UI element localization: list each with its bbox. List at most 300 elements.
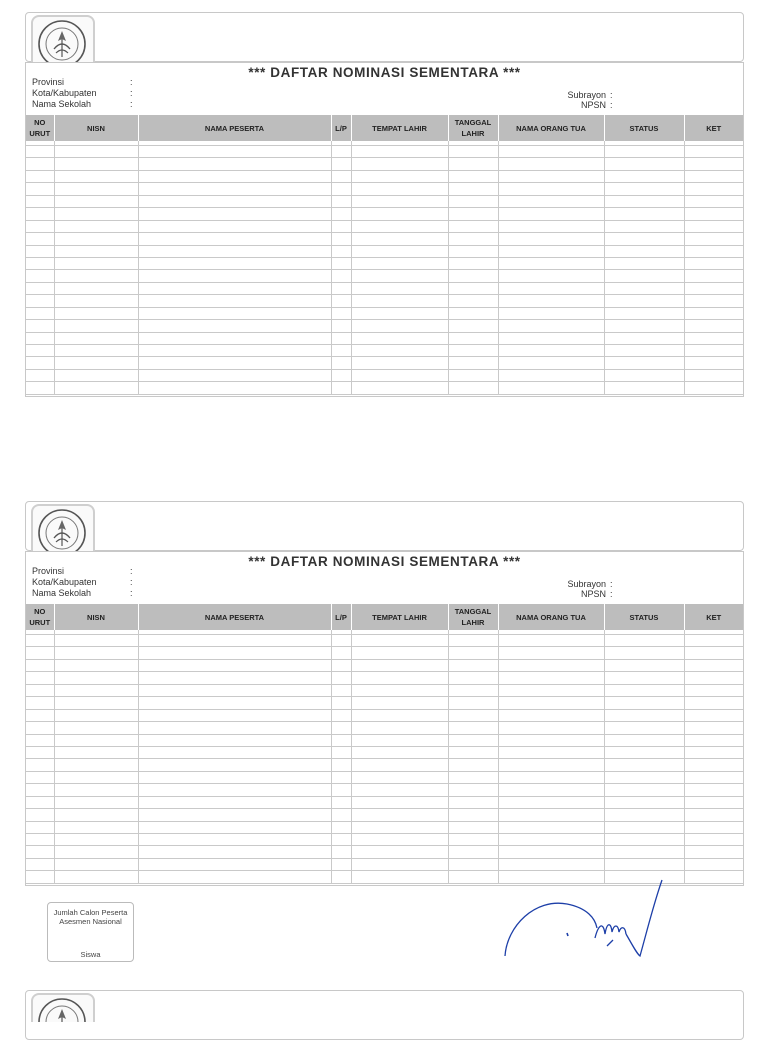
table-cell bbox=[351, 270, 448, 282]
table-cell bbox=[351, 759, 448, 771]
table-cell bbox=[351, 858, 448, 870]
table-cell bbox=[331, 170, 351, 182]
table-cell bbox=[26, 784, 54, 796]
table-cell bbox=[331, 796, 351, 808]
table-cell bbox=[331, 759, 351, 771]
table-cell bbox=[138, 307, 331, 319]
table-cell bbox=[331, 709, 351, 721]
table-cell bbox=[351, 647, 448, 659]
table-cell bbox=[138, 270, 331, 282]
table-cell bbox=[448, 659, 498, 671]
table-cell bbox=[498, 282, 604, 294]
table-row bbox=[26, 369, 743, 381]
table-cell bbox=[684, 697, 743, 709]
table-cell bbox=[604, 332, 684, 344]
field-label-nama-sekolah: Nama Sekolah bbox=[32, 588, 92, 598]
form-body bbox=[25, 551, 744, 886]
nominee-table bbox=[26, 604, 743, 884]
table-cell bbox=[331, 282, 351, 294]
table-cell bbox=[54, 257, 138, 269]
table-cell bbox=[138, 734, 331, 746]
table-row bbox=[26, 647, 743, 659]
table-row bbox=[26, 796, 743, 808]
table-cell bbox=[331, 834, 351, 846]
logo-header-frame bbox=[25, 12, 744, 62]
table-row bbox=[26, 858, 743, 870]
col-header-tanggal-lahir: TANGGAL LAHIR bbox=[448, 115, 498, 141]
table-cell bbox=[604, 722, 684, 734]
table-cell bbox=[54, 307, 138, 319]
col-header-no-urut: NO URUT bbox=[26, 604, 54, 630]
table-cell bbox=[54, 858, 138, 870]
table-cell bbox=[448, 871, 498, 883]
table-cell bbox=[138, 697, 331, 709]
field-label-npsn: NPSN bbox=[580, 100, 606, 110]
table-row bbox=[26, 220, 743, 232]
table-cell bbox=[684, 295, 743, 307]
table-cell bbox=[331, 382, 351, 394]
table-cell bbox=[54, 345, 138, 357]
table-row bbox=[26, 846, 743, 858]
table-cell bbox=[351, 746, 448, 758]
table-cell bbox=[498, 357, 604, 369]
table-cell bbox=[448, 834, 498, 846]
table-cell bbox=[351, 282, 448, 294]
table-cell bbox=[604, 357, 684, 369]
table-row bbox=[26, 208, 743, 220]
table-cell bbox=[351, 295, 448, 307]
table-cell bbox=[26, 146, 54, 158]
table-cell bbox=[684, 245, 743, 257]
col-header-nama-orang-tua: NAMA ORANG TUA bbox=[498, 115, 604, 141]
col-header-status: STATUS bbox=[604, 115, 684, 141]
field-label-nama-sekolah: Nama Sekolah bbox=[32, 99, 92, 109]
table-cell bbox=[54, 146, 138, 158]
table-cell bbox=[138, 809, 331, 821]
table-cell bbox=[54, 846, 138, 858]
table-cell bbox=[351, 158, 448, 170]
table-cell bbox=[498, 821, 604, 833]
table-cell bbox=[448, 357, 498, 369]
table-cell bbox=[26, 759, 54, 771]
table-cell bbox=[448, 257, 498, 269]
table-cell bbox=[351, 834, 448, 846]
table-cell bbox=[684, 647, 743, 659]
table-cell bbox=[54, 734, 138, 746]
table-cell bbox=[26, 809, 54, 821]
table-cell bbox=[604, 245, 684, 257]
table-cell bbox=[351, 257, 448, 269]
table-cell bbox=[604, 846, 684, 858]
table-cell bbox=[26, 821, 54, 833]
table-cell bbox=[54, 635, 138, 647]
table-cell bbox=[26, 796, 54, 808]
table-cell bbox=[351, 220, 448, 232]
table-cell bbox=[54, 270, 138, 282]
table-cell bbox=[351, 382, 448, 394]
table-cell bbox=[448, 697, 498, 709]
col-header-nama-peserta: NAMA PESERTA bbox=[138, 115, 331, 141]
table-cell bbox=[26, 220, 54, 232]
table-cell bbox=[26, 208, 54, 220]
table-cell bbox=[331, 746, 351, 758]
table-cell bbox=[604, 282, 684, 294]
table-cell bbox=[684, 146, 743, 158]
table-cell bbox=[684, 659, 743, 671]
table-cell bbox=[26, 245, 54, 257]
table-cell bbox=[604, 270, 684, 282]
table-cell bbox=[26, 647, 54, 659]
table-cell bbox=[448, 809, 498, 821]
table-cell bbox=[138, 369, 331, 381]
table-cell bbox=[331, 257, 351, 269]
table-cell bbox=[448, 746, 498, 758]
table-row bbox=[26, 158, 743, 170]
table-cell bbox=[26, 183, 54, 195]
table-cell bbox=[331, 270, 351, 282]
table-cell bbox=[684, 183, 743, 195]
table-cell bbox=[498, 796, 604, 808]
table-cell bbox=[26, 697, 54, 709]
table-cell bbox=[684, 834, 743, 846]
table-cell bbox=[331, 672, 351, 684]
table-cell bbox=[604, 295, 684, 307]
table-body bbox=[26, 630, 743, 883]
table-cell bbox=[604, 158, 684, 170]
table-row bbox=[26, 809, 743, 821]
table-cell bbox=[684, 821, 743, 833]
table-row bbox=[26, 635, 743, 647]
table-cell bbox=[351, 672, 448, 684]
table-cell bbox=[684, 158, 743, 170]
nominee-table bbox=[26, 115, 743, 395]
table-cell bbox=[331, 635, 351, 647]
table-row bbox=[26, 821, 743, 833]
table-cell bbox=[138, 345, 331, 357]
table-cell bbox=[331, 871, 351, 883]
table-row bbox=[26, 784, 743, 796]
table-cell bbox=[26, 734, 54, 746]
table-cell bbox=[448, 784, 498, 796]
table-row bbox=[26, 759, 743, 771]
table-cell bbox=[684, 208, 743, 220]
table-row bbox=[26, 295, 743, 307]
table-cell bbox=[54, 834, 138, 846]
table-cell bbox=[331, 183, 351, 195]
table-cell bbox=[448, 233, 498, 245]
table-cell bbox=[331, 821, 351, 833]
field-colon: : bbox=[130, 577, 133, 587]
table-row bbox=[26, 746, 743, 758]
table-cell bbox=[684, 672, 743, 684]
table-cell bbox=[351, 357, 448, 369]
table-cell bbox=[498, 709, 604, 721]
table-cell bbox=[54, 382, 138, 394]
table-cell bbox=[684, 332, 743, 344]
table-cell bbox=[26, 858, 54, 870]
table-cell bbox=[331, 295, 351, 307]
table-cell bbox=[448, 146, 498, 158]
table-cell bbox=[448, 307, 498, 319]
table-row bbox=[26, 282, 743, 294]
table-cell bbox=[138, 245, 331, 257]
field-colon: : bbox=[130, 99, 133, 109]
table-cell bbox=[604, 146, 684, 158]
table-cell bbox=[604, 858, 684, 870]
table-cell bbox=[448, 208, 498, 220]
table-cell bbox=[498, 834, 604, 846]
table-cell bbox=[604, 759, 684, 771]
table-cell bbox=[498, 784, 604, 796]
table-cell bbox=[604, 369, 684, 381]
table-cell bbox=[351, 821, 448, 833]
table-cell bbox=[604, 709, 684, 721]
table-cell bbox=[26, 709, 54, 721]
field-colon: : bbox=[610, 90, 613, 100]
table-cell bbox=[138, 746, 331, 758]
table-cell bbox=[448, 722, 498, 734]
table-cell bbox=[684, 746, 743, 758]
table-cell bbox=[331, 369, 351, 381]
field-label-subrayon: Subrayon bbox=[567, 90, 606, 100]
table-cell bbox=[138, 858, 331, 870]
field-label-provinsi: Provinsi bbox=[32, 566, 65, 576]
col-header-no-urut: NO URUT bbox=[26, 115, 54, 141]
table-cell bbox=[498, 307, 604, 319]
table-cell bbox=[351, 307, 448, 319]
table-cell bbox=[604, 195, 684, 207]
col-header-nama-orang-tua: NAMA ORANG TUA bbox=[498, 604, 604, 630]
table-cell bbox=[604, 635, 684, 647]
table-cell bbox=[138, 647, 331, 659]
field-colon: : bbox=[130, 588, 133, 598]
field-colon: : bbox=[130, 77, 133, 87]
table-cell bbox=[54, 320, 138, 332]
table-cell bbox=[448, 672, 498, 684]
table-cell bbox=[351, 796, 448, 808]
col-header-status: STATUS bbox=[604, 604, 684, 630]
table-cell bbox=[54, 796, 138, 808]
table-cell bbox=[331, 771, 351, 783]
table-cell bbox=[351, 332, 448, 344]
field-colon: : bbox=[130, 566, 133, 576]
table-cell bbox=[138, 635, 331, 647]
table-cell bbox=[604, 796, 684, 808]
col-header-tanggal-lahir: TANGGAL LAHIR bbox=[448, 604, 498, 630]
table-cell bbox=[498, 233, 604, 245]
table-cell bbox=[604, 220, 684, 232]
table-cell bbox=[331, 357, 351, 369]
table-cell bbox=[684, 796, 743, 808]
count-label-line1: Jumlah Calon Peserta bbox=[53, 908, 128, 917]
table-cell bbox=[351, 208, 448, 220]
table-cell bbox=[331, 858, 351, 870]
table-cell bbox=[54, 369, 138, 381]
field-label-kota-kabupaten: Kota/Kabupaten bbox=[32, 88, 97, 98]
table-cell bbox=[331, 158, 351, 170]
form-title: *** DAFTAR NOMINASI SEMENTARA *** bbox=[248, 65, 521, 80]
table-row bbox=[26, 771, 743, 783]
col-header-lp: L/P bbox=[331, 604, 351, 630]
field-label-kota-kabupaten: Kota/Kabupaten bbox=[32, 577, 97, 587]
col-header-nama-peserta: NAMA PESERTA bbox=[138, 604, 331, 630]
table-cell bbox=[351, 170, 448, 182]
table-cell bbox=[604, 734, 684, 746]
table-cell bbox=[448, 796, 498, 808]
table-cell bbox=[26, 684, 54, 696]
table-cell bbox=[498, 320, 604, 332]
table-cell bbox=[54, 195, 138, 207]
table-cell bbox=[138, 846, 331, 858]
table-cell bbox=[26, 320, 54, 332]
table-cell bbox=[604, 382, 684, 394]
table-cell bbox=[138, 183, 331, 195]
table-cell bbox=[54, 709, 138, 721]
table-row bbox=[26, 332, 743, 344]
table-cell bbox=[448, 320, 498, 332]
table-cell bbox=[684, 369, 743, 381]
table-cell bbox=[26, 270, 54, 282]
form-title: *** DAFTAR NOMINASI SEMENTARA *** bbox=[248, 554, 521, 569]
table-cell bbox=[138, 195, 331, 207]
table-cell bbox=[498, 722, 604, 734]
table-cell bbox=[448, 183, 498, 195]
table-cell bbox=[138, 659, 331, 671]
tut-wuri-handayani-emblem-icon bbox=[37, 997, 87, 1022]
table-row bbox=[26, 684, 743, 696]
table-cell bbox=[498, 245, 604, 257]
table-cell bbox=[684, 382, 743, 394]
table-cell bbox=[604, 697, 684, 709]
table-cell bbox=[331, 784, 351, 796]
table-cell bbox=[684, 345, 743, 357]
table-cell bbox=[498, 183, 604, 195]
table-row bbox=[26, 357, 743, 369]
table-cell bbox=[26, 307, 54, 319]
table-cell bbox=[26, 233, 54, 245]
col-header-ket: KET bbox=[684, 115, 743, 141]
table-cell bbox=[26, 257, 54, 269]
field-label-npsn: NPSN bbox=[580, 589, 606, 599]
table-cell bbox=[54, 722, 138, 734]
table-cell bbox=[54, 821, 138, 833]
participant-count-box bbox=[47, 902, 134, 962]
table-cell bbox=[351, 809, 448, 821]
table-cell bbox=[138, 208, 331, 220]
col-header-ket: KET bbox=[684, 604, 743, 630]
logo-header-frame bbox=[25, 501, 744, 551]
table-cell bbox=[604, 257, 684, 269]
field-colon: : bbox=[610, 579, 613, 589]
table-cell bbox=[331, 195, 351, 207]
table-cell bbox=[331, 332, 351, 344]
table-cell bbox=[448, 858, 498, 870]
table-cell bbox=[684, 759, 743, 771]
table-cell bbox=[331, 846, 351, 858]
table-cell bbox=[26, 357, 54, 369]
col-header-lp: L/P bbox=[331, 115, 351, 141]
table-cell bbox=[604, 672, 684, 684]
table-cell bbox=[54, 158, 138, 170]
table-cell bbox=[54, 771, 138, 783]
table-cell bbox=[331, 233, 351, 245]
table-cell bbox=[498, 672, 604, 684]
table-cell bbox=[684, 784, 743, 796]
table-cell bbox=[351, 709, 448, 721]
table-cell bbox=[26, 771, 54, 783]
table-cell bbox=[604, 307, 684, 319]
col-header-tempat-lahir: TEMPAT LAHIR bbox=[351, 115, 448, 141]
table-cell bbox=[684, 307, 743, 319]
table-body bbox=[26, 141, 743, 394]
table-cell bbox=[448, 170, 498, 182]
table-cell bbox=[498, 697, 604, 709]
table-cell bbox=[684, 635, 743, 647]
table-cell bbox=[351, 659, 448, 671]
table-cell bbox=[331, 320, 351, 332]
table-cell bbox=[498, 647, 604, 659]
table-cell bbox=[498, 146, 604, 158]
table-cell bbox=[54, 659, 138, 671]
table-row bbox=[26, 170, 743, 182]
table-row bbox=[26, 257, 743, 269]
table-cell bbox=[448, 846, 498, 858]
table-cell bbox=[331, 647, 351, 659]
table-cell bbox=[498, 220, 604, 232]
table-cell bbox=[684, 195, 743, 207]
table-row bbox=[26, 834, 743, 846]
table-cell bbox=[54, 746, 138, 758]
logo-header-frame bbox=[25, 990, 744, 1040]
table-cell bbox=[351, 734, 448, 746]
table-cell bbox=[138, 759, 331, 771]
table-cell bbox=[498, 270, 604, 282]
count-unit-label: Siswa bbox=[80, 950, 101, 959]
table-row bbox=[26, 709, 743, 721]
table-cell bbox=[448, 647, 498, 659]
table-cell bbox=[684, 871, 743, 883]
table-cell bbox=[351, 146, 448, 158]
table-cell bbox=[331, 208, 351, 220]
table-cell bbox=[331, 220, 351, 232]
table-cell bbox=[498, 858, 604, 870]
table-cell bbox=[26, 332, 54, 344]
table-cell bbox=[331, 146, 351, 158]
table-cell bbox=[351, 722, 448, 734]
table-cell bbox=[331, 684, 351, 696]
table-cell bbox=[54, 759, 138, 771]
table-row bbox=[26, 270, 743, 282]
table-cell bbox=[498, 158, 604, 170]
table-cell bbox=[26, 345, 54, 357]
table-row bbox=[26, 245, 743, 257]
table-cell bbox=[26, 295, 54, 307]
table-cell bbox=[684, 270, 743, 282]
table-cell bbox=[26, 672, 54, 684]
table-cell bbox=[684, 282, 743, 294]
table-row bbox=[26, 382, 743, 394]
table-cell bbox=[498, 659, 604, 671]
count-label-line2: Asesmen Nasional bbox=[59, 917, 122, 926]
table-cell bbox=[138, 771, 331, 783]
table-cell bbox=[351, 345, 448, 357]
table-cell bbox=[54, 332, 138, 344]
table-cell bbox=[684, 722, 743, 734]
table-cell bbox=[498, 369, 604, 381]
table-cell bbox=[351, 846, 448, 858]
table-cell bbox=[138, 784, 331, 796]
table-cell bbox=[54, 233, 138, 245]
